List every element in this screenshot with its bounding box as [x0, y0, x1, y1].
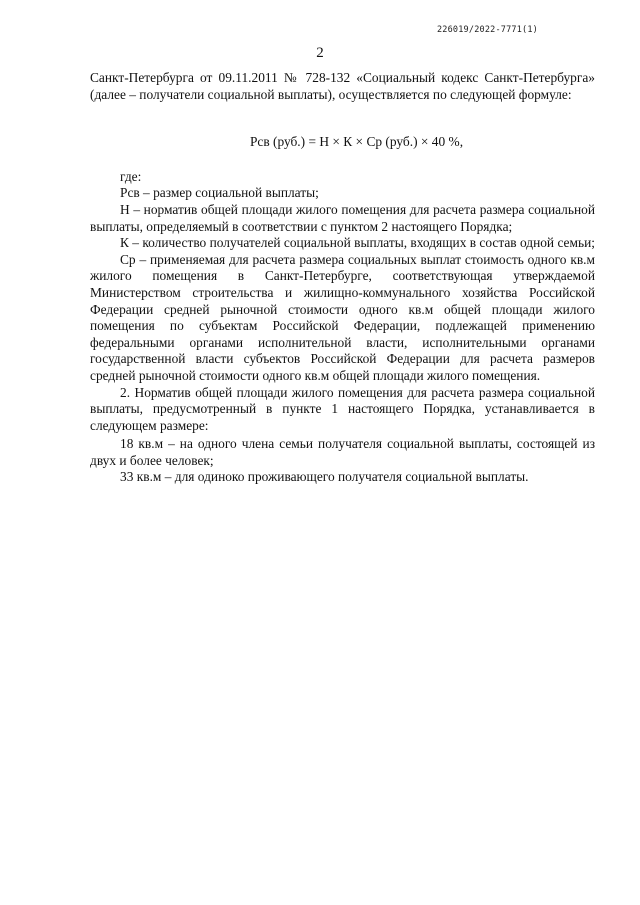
paragraph-2: 2. Норматив общей площади жилого помещения для расчета размера социальной выплаты, предусмотренный в пункте 1 настоящего Порядка, устанавливается в следующем размере:	[90, 384, 595, 433]
document-registration-number: 226019/2022-7771(1)	[436, 25, 538, 35]
norm-family: 18 кв.м – на одного члена семьи получателя социальной выплаты, состоящей из двух и более человек;	[90, 436, 595, 468]
definition-n: Н – норматив общей площади жилого помещения для расчета размера социальной выплаты, определяемый в соответствии с пунктом 2 настоящего Порядка;	[90, 201, 595, 234]
payment-formula: Рсв (руб.) = Н × К × Ср (руб.) × 40 %,	[249, 134, 464, 150]
norm-single: 33 кв.м – для одиноко проживающего получателя социальной выплаты.	[120, 469, 529, 485]
intro-paragraph: Санкт-Петербурга от 09.11.2011 № 728-132 «Социальный кодекс Санкт-Петербурга» (далее – получатели социальной выплаты), осуществляется по следующей формуле:	[90, 70, 595, 102]
definition-k: К – количество получателей социальной выплаты, входящих в состав одной семьи;	[120, 235, 595, 251]
where-label: где:	[120, 168, 142, 184]
document-body	[90, 70, 595, 486]
page-number: 2	[316, 45, 324, 61]
definition-sr: Ср – применяемая для расчета размера социальных выплат стоимость одного кв.м жилого помещения в Санкт-Петербурге, соответствующая утверждаемой Министерством строительства и жилищно-коммунального хозяйства Российской Федерации средней рыночной стоимости одного кв.м общей площади жилого помещения по субъектам Российской Федерации, подлежащей применению федеральными органами исполнительной власти, исполнительными органами государственной власти субъектов Российской Федерации для расчета размеров средней рыночной стоимости одного кв.м общей площади жилого помещения.	[90, 251, 595, 383]
definition-rsv: Рсв – размер социальной выплаты;	[120, 185, 319, 201]
